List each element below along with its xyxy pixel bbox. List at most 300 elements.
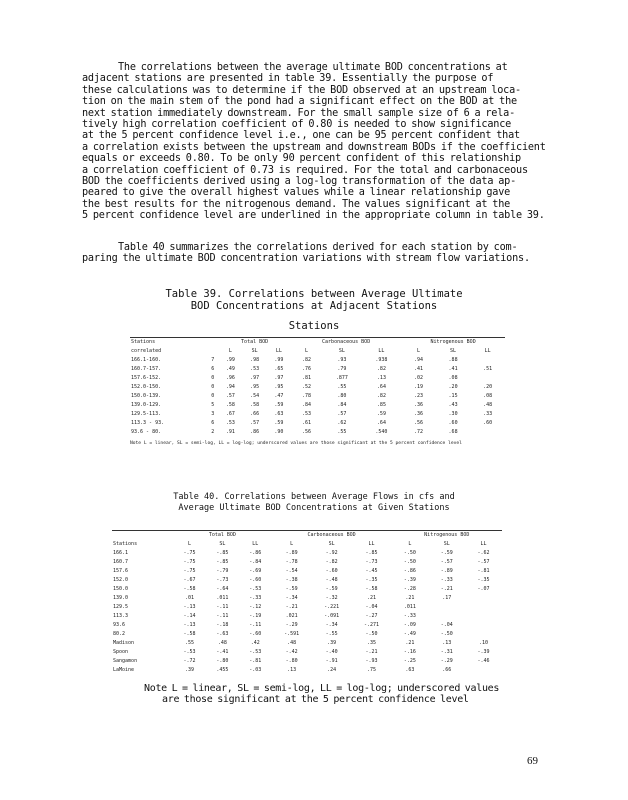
value-cell: -.04 bbox=[440, 622, 453, 628]
value-cell: .23 bbox=[414, 393, 424, 399]
value-cell: -.75 bbox=[183, 559, 196, 565]
value-cell: .64 bbox=[376, 384, 386, 390]
value-cell: -.16 bbox=[403, 649, 416, 655]
value-cell: -.35 bbox=[365, 577, 378, 583]
value-cell: .86 bbox=[250, 429, 260, 435]
value-cell: -.221 bbox=[324, 604, 340, 610]
value-cell: -.31 bbox=[440, 649, 453, 655]
table39-header-groups bbox=[130, 338, 505, 347]
station-cell: 93.6 bbox=[113, 622, 126, 628]
group-suffix: BOD bbox=[466, 339, 476, 345]
table-row bbox=[112, 639, 502, 648]
value-cell: -.92 bbox=[325, 550, 338, 556]
value-cell: .68 bbox=[448, 429, 458, 435]
value-cell: -.63 bbox=[216, 631, 229, 637]
value-cell: -.45 bbox=[365, 568, 378, 574]
page-number: 69 bbox=[527, 755, 538, 767]
value-cell: -.59 bbox=[325, 586, 338, 592]
group-name: Total bbox=[241, 339, 257, 345]
subcol-header: SL bbox=[450, 348, 457, 354]
stations-header: Stations bbox=[113, 541, 138, 547]
text-line: 5 percent confidence level are underlined in the appropriate column in table 39. bbox=[82, 210, 545, 222]
value-cell: -.40 bbox=[325, 649, 338, 655]
note-line: Note L = linear, SL = semi-log, LL = log-log; underscored values bbox=[144, 683, 500, 694]
value-cell: .13 bbox=[442, 640, 452, 646]
value-cell: .30 bbox=[448, 411, 458, 417]
value-cell bbox=[428, 603, 465, 612]
value-cell: -.33 bbox=[403, 613, 416, 619]
value-cell: -.60 bbox=[249, 631, 262, 637]
value-cell: -.81 bbox=[249, 658, 262, 664]
station-cell: Spoon bbox=[113, 649, 129, 655]
paragraph-table40-summary bbox=[82, 242, 552, 265]
value-cell: .95 bbox=[250, 384, 260, 390]
text-line: tively high correlation coefficient of 0.80 is needed to show significance bbox=[82, 119, 512, 131]
subcol-header: LL bbox=[275, 348, 282, 354]
value-cell bbox=[470, 356, 505, 365]
value-cell: -.38 bbox=[285, 577, 298, 583]
station-cell: 152.0-150. bbox=[131, 384, 162, 390]
value-cell: .58 bbox=[250, 402, 260, 408]
group-name: Nitrogenous bbox=[430, 339, 464, 345]
value-cell: .08 bbox=[448, 375, 458, 381]
value-cell bbox=[470, 374, 505, 383]
value-cell: -.64 bbox=[216, 586, 229, 592]
text-line: peared to give the overall highest values while a linear relationship gave bbox=[82, 187, 511, 199]
spacer-cell bbox=[207, 338, 218, 347]
table-row bbox=[130, 392, 505, 401]
value-cell: 7 bbox=[211, 357, 215, 363]
table40-note bbox=[144, 683, 499, 705]
value-cell: .33 bbox=[483, 411, 493, 417]
subcol-header: L bbox=[188, 541, 192, 547]
value-cell: -.13 bbox=[183, 622, 196, 628]
group-header-total bbox=[218, 338, 291, 347]
group-suffix: BOD bbox=[460, 532, 470, 538]
value-cell: -.86 bbox=[403, 568, 416, 574]
value-cell bbox=[428, 612, 465, 621]
value-cell: .94 bbox=[414, 357, 424, 363]
value-cell: .011 bbox=[403, 604, 416, 610]
subcol-header: L bbox=[228, 348, 232, 354]
value-cell: .96 bbox=[225, 375, 235, 381]
value-cell: -.271 bbox=[364, 622, 380, 628]
value-cell: .55 bbox=[337, 384, 347, 390]
station-cell: 166.1-160. bbox=[131, 357, 162, 363]
subcol-header: L bbox=[305, 348, 309, 354]
value-cell: -.35 bbox=[477, 577, 490, 583]
value-cell: -.85 bbox=[365, 550, 378, 556]
value-cell: .82 bbox=[376, 366, 386, 372]
value-cell: -.78 bbox=[285, 559, 298, 565]
table-row bbox=[112, 567, 502, 576]
table-row bbox=[130, 383, 505, 392]
value-cell: 2 bbox=[211, 429, 215, 435]
value-cell: .53 bbox=[250, 366, 260, 372]
value-cell: .66 bbox=[250, 411, 260, 417]
value-cell: -.62 bbox=[477, 550, 490, 556]
station-cell: 80.2 bbox=[113, 631, 126, 637]
text-line: tion on the main stem of the pond had a significant effect on the BOD at the bbox=[82, 96, 517, 108]
value-cell: .97 bbox=[274, 375, 284, 381]
group-header-nitrogenous bbox=[392, 531, 502, 540]
spacer-cell bbox=[207, 347, 218, 356]
table-row bbox=[130, 356, 505, 365]
value-cell: .72 bbox=[414, 429, 424, 435]
value-cell bbox=[465, 630, 502, 639]
value-cell: -.34 bbox=[325, 622, 338, 628]
value-cell: -.04 bbox=[365, 604, 378, 610]
value-cell: .10 bbox=[479, 640, 489, 646]
subcol-header: L bbox=[290, 541, 294, 547]
value-cell: -.53 bbox=[249, 649, 262, 655]
group-suffix: BOD bbox=[346, 532, 356, 538]
subcol-header: SL bbox=[338, 348, 345, 354]
value-cell: .36 bbox=[414, 402, 424, 408]
value-cell: -.46 bbox=[477, 658, 490, 664]
correlated-header: correlated bbox=[131, 348, 162, 354]
station-cell: LaMoine bbox=[113, 667, 135, 673]
value-cell: .43 bbox=[448, 402, 458, 408]
table-row bbox=[112, 657, 502, 666]
value-cell: .57 bbox=[337, 411, 347, 417]
station-cell: 139.0 bbox=[113, 595, 129, 601]
subcol-header: LL bbox=[368, 541, 375, 547]
station-cell: 129.5 bbox=[113, 604, 129, 610]
value-cell: .82 bbox=[302, 357, 312, 363]
table40-title bbox=[0, 492, 628, 514]
value-cell: .75 bbox=[367, 667, 377, 673]
table39 bbox=[130, 338, 505, 437]
table-row bbox=[112, 585, 502, 594]
value-cell: -.73 bbox=[216, 577, 229, 583]
value-cell: -.41 bbox=[216, 649, 229, 655]
value-cell: -.75 bbox=[183, 568, 196, 574]
station-cell: 160.7-157. bbox=[131, 366, 162, 372]
group-name: Carbonaceous bbox=[322, 339, 359, 345]
note-line: are those significant at the 5 percent confidence level bbox=[162, 694, 469, 705]
table-row bbox=[112, 630, 502, 639]
value-cell: .81 bbox=[302, 375, 312, 381]
value-cell: .39 bbox=[185, 667, 195, 673]
value-cell: .99 bbox=[274, 357, 284, 363]
station-cell: 93.6 - 80. bbox=[131, 429, 162, 435]
table-row bbox=[130, 401, 505, 410]
station-cell: 152.0 bbox=[113, 577, 129, 583]
value-cell: -.53 bbox=[249, 586, 262, 592]
value-cell: .48 bbox=[217, 640, 227, 646]
value-cell: .65 bbox=[274, 366, 284, 372]
value-cell: .91 bbox=[225, 429, 235, 435]
value-cell: -.89 bbox=[285, 550, 298, 556]
table-row bbox=[130, 419, 505, 428]
spacer-cell bbox=[112, 531, 173, 540]
table-row bbox=[130, 365, 505, 374]
value-cell: .47 bbox=[274, 393, 284, 399]
value-cell: .97 bbox=[250, 375, 260, 381]
value-cell: .63 bbox=[405, 667, 415, 673]
value-cell bbox=[465, 621, 502, 630]
value-cell: .52 bbox=[302, 384, 312, 390]
value-cell: -.39 bbox=[403, 577, 416, 583]
text-line: Table 40 summarizes the correlations derived for each station by com- bbox=[118, 242, 518, 253]
paragraph-correlations-adjacent bbox=[82, 62, 552, 222]
value-cell: -.72 bbox=[183, 658, 196, 664]
subcol-header: LL bbox=[480, 541, 487, 547]
group-header-total bbox=[173, 531, 272, 540]
value-cell: .41 bbox=[448, 366, 458, 372]
value-cell bbox=[465, 612, 502, 621]
value-cell: .55 bbox=[337, 429, 347, 435]
value-cell: .98 bbox=[250, 357, 260, 363]
value-cell: .93 bbox=[337, 357, 347, 363]
value-cell: .540 bbox=[375, 429, 388, 435]
value-cell: -.09 bbox=[403, 622, 416, 628]
value-cell: -.75 bbox=[183, 550, 196, 556]
value-cell: .57 bbox=[225, 393, 235, 399]
station-cell: 166.1 bbox=[113, 550, 129, 556]
subcol-header: SL bbox=[251, 348, 258, 354]
station-cell: 129.5-113. bbox=[131, 411, 162, 417]
value-cell: -.50 bbox=[365, 631, 378, 637]
value-cell: -.11 bbox=[216, 604, 229, 610]
value-cell: -.80 bbox=[285, 658, 298, 664]
text-line: next station immediately downstream. For the small sample size of 6 a rela- bbox=[82, 107, 516, 119]
subcol-header: LL bbox=[378, 348, 385, 354]
value-cell: .53 bbox=[225, 420, 235, 426]
value-cell: -.54 bbox=[285, 568, 298, 574]
value-cell: .48 bbox=[287, 640, 297, 646]
value-cell: .53 bbox=[302, 411, 312, 417]
value-cell: .15 bbox=[448, 393, 458, 399]
table-row bbox=[130, 374, 505, 383]
table-row bbox=[130, 410, 505, 419]
title-line: Table 40. Correlations between Average Flows in cfs and bbox=[173, 492, 455, 502]
value-cell: .57 bbox=[250, 420, 260, 426]
value-cell: -.12 bbox=[249, 604, 262, 610]
value-cell: .59 bbox=[274, 420, 284, 426]
value-cell: .64 bbox=[376, 420, 386, 426]
text-line: paring the ultimate BOD concentration variations with stream flow variations. bbox=[82, 253, 530, 265]
value-cell: .21 bbox=[405, 640, 415, 646]
value-cell: .94 bbox=[225, 384, 235, 390]
value-cell: -.33 bbox=[440, 577, 453, 583]
value-cell: -.59 bbox=[285, 586, 298, 592]
value-cell bbox=[470, 428, 505, 437]
station-cell: 113.3 bbox=[113, 613, 129, 619]
value-cell: .49 bbox=[225, 366, 235, 372]
value-cell: -.49 bbox=[403, 631, 416, 637]
station-cell: Sangamon bbox=[113, 658, 138, 664]
group-suffix: BOD bbox=[226, 532, 236, 538]
table-row bbox=[112, 603, 502, 612]
value-cell: .938 bbox=[375, 357, 388, 363]
table39-subtitle: Stations bbox=[288, 320, 340, 332]
subcol-header: LL bbox=[252, 541, 259, 547]
value-cell: .13 bbox=[287, 667, 297, 673]
table40 bbox=[112, 531, 502, 675]
value-cell: .01 bbox=[185, 595, 195, 601]
value-cell: 6 bbox=[211, 420, 215, 426]
value-cell: .55 bbox=[185, 640, 195, 646]
station-cell: Madison bbox=[113, 640, 135, 646]
value-cell: .13 bbox=[376, 375, 386, 381]
table40-header-groups bbox=[112, 531, 502, 540]
value-cell: .56 bbox=[414, 420, 424, 426]
value-cell: -.91 bbox=[325, 658, 338, 664]
value-cell: .20 bbox=[448, 384, 458, 390]
value-cell: -.39 bbox=[477, 649, 490, 655]
station-cell: 150.0 bbox=[113, 586, 129, 592]
value-cell: -.32 bbox=[325, 595, 338, 601]
value-cell: .21 bbox=[405, 595, 415, 601]
value-cell: -.50 bbox=[440, 631, 453, 637]
value-cell: .60 bbox=[448, 420, 458, 426]
value-cell: -.33 bbox=[249, 595, 262, 601]
value-cell: -.21 bbox=[365, 649, 378, 655]
value-cell: .60 bbox=[483, 420, 493, 426]
value-cell bbox=[465, 666, 502, 675]
value-cell: -.18 bbox=[216, 622, 229, 628]
value-cell: -.80 bbox=[216, 658, 229, 664]
value-cell: -.58 bbox=[183, 586, 196, 592]
text-line: adjacent stations are presented in table 39. Essentially the purpose of bbox=[82, 73, 494, 85]
value-cell: -.82 bbox=[325, 559, 338, 565]
value-cell: .021 bbox=[285, 613, 298, 619]
value-cell: -.60 bbox=[249, 577, 262, 583]
value-cell: -.57 bbox=[477, 559, 490, 565]
value-cell: .95 bbox=[274, 384, 284, 390]
table-row bbox=[112, 621, 502, 630]
value-cell: -.79 bbox=[216, 568, 229, 574]
value-cell: .63 bbox=[274, 411, 284, 417]
value-cell: -.73 bbox=[365, 559, 378, 565]
value-cell: .80 bbox=[337, 393, 347, 399]
group-name: Carbonaceous bbox=[307, 532, 344, 538]
table-row bbox=[112, 612, 502, 621]
value-cell: .59 bbox=[274, 402, 284, 408]
value-cell: .24 bbox=[327, 667, 337, 673]
value-cell: -.11 bbox=[249, 622, 262, 628]
station-cell: 150.0-139. bbox=[131, 393, 162, 399]
value-cell: .20 bbox=[483, 384, 493, 390]
value-cell: .59 bbox=[376, 411, 386, 417]
table-row bbox=[112, 666, 502, 675]
value-cell: 0 bbox=[211, 375, 215, 381]
text-line: the best results for the nitrogenous demand. The values significant at the bbox=[82, 198, 511, 210]
value-cell: .78 bbox=[302, 393, 312, 399]
value-cell: -.60 bbox=[325, 568, 338, 574]
station-cell: 113.3 - 93. bbox=[131, 420, 165, 426]
value-cell: -.69 bbox=[249, 568, 262, 574]
value-cell: -.29 bbox=[285, 622, 298, 628]
value-cell: -.67 bbox=[183, 577, 196, 583]
value-cell: .85 bbox=[376, 402, 386, 408]
value-cell: .455 bbox=[216, 667, 229, 673]
value-cell: .08 bbox=[483, 393, 493, 399]
group-suffix: BOD bbox=[361, 339, 371, 345]
text-line: a correlation exists between the upstream and downstream BODs if the coefficient bbox=[82, 141, 546, 153]
text-line: at the 5 percent confidence level i.e., one can be 95 percent confident that bbox=[82, 130, 520, 142]
group-name: Nitrogenous bbox=[424, 532, 458, 538]
value-cell: -.25 bbox=[403, 658, 416, 664]
value-cell: -.55 bbox=[325, 631, 338, 637]
value-cell: -.091 bbox=[324, 613, 340, 619]
value-cell: -.29 bbox=[440, 658, 453, 664]
value-cell: .90 bbox=[274, 429, 284, 435]
value-cell: .84 bbox=[337, 402, 347, 408]
title-line: Average Ultimate BOD Concentrations at Given Stations bbox=[178, 503, 450, 513]
text-line: BOD the coefficients derived using a log-log transformation of the data ap- bbox=[82, 176, 517, 188]
subcol-header: LL bbox=[484, 348, 491, 354]
title-line: Table 39. Correlations between Average Ultimate bbox=[165, 288, 463, 300]
value-cell: -.50 bbox=[403, 559, 416, 565]
value-cell: -.59 bbox=[440, 550, 453, 556]
group-name: Total bbox=[208, 532, 224, 538]
table39-body bbox=[130, 356, 505, 437]
value-cell: -.48 bbox=[325, 577, 338, 583]
value-cell: -.07 bbox=[477, 586, 490, 592]
value-cell: -.11 bbox=[216, 613, 229, 619]
value-cell: -.57 bbox=[440, 559, 453, 565]
group-suffix: BOD bbox=[259, 339, 269, 345]
subcol-header: L bbox=[408, 541, 412, 547]
value-cell: -.89 bbox=[440, 568, 453, 574]
value-cell: -.58 bbox=[365, 586, 378, 592]
table39-header-sub bbox=[130, 347, 505, 356]
value-cell: 5 bbox=[211, 402, 215, 408]
value-cell: -.42 bbox=[285, 649, 298, 655]
value-cell: .36 bbox=[414, 411, 424, 417]
value-cell: 3 bbox=[211, 411, 215, 417]
table-row bbox=[112, 558, 502, 567]
subcol-header: SL bbox=[443, 541, 450, 547]
value-cell: .877 bbox=[335, 375, 348, 381]
value-cell bbox=[465, 603, 502, 612]
table-row bbox=[112, 594, 502, 603]
value-cell: .76 bbox=[302, 366, 312, 372]
subcol-header: SL bbox=[328, 541, 335, 547]
station-cell: 157.6-152. bbox=[131, 375, 162, 381]
group-header-nitrogenous bbox=[401, 338, 505, 347]
value-cell: 0 bbox=[211, 384, 215, 390]
value-cell: .42 bbox=[250, 640, 260, 646]
value-cell: -.84 bbox=[249, 559, 262, 565]
table-row bbox=[112, 549, 502, 558]
table-row bbox=[130, 428, 505, 437]
value-cell: 6 bbox=[211, 366, 215, 372]
value-cell bbox=[465, 594, 502, 603]
value-cell: .011 bbox=[216, 595, 229, 601]
table39-title bbox=[0, 288, 628, 312]
text-line: a correlation coefficient of 0.73 is required. For the total and carbonaceous bbox=[82, 164, 528, 176]
value-cell: -.81 bbox=[477, 568, 490, 574]
table-row bbox=[112, 576, 502, 585]
value-cell: .51 bbox=[483, 366, 493, 372]
value-cell: -.50 bbox=[403, 550, 416, 556]
value-cell: .02 bbox=[414, 375, 424, 381]
value-cell: -.85 bbox=[216, 559, 229, 565]
value-cell: -.21 bbox=[440, 586, 453, 592]
value-cell: .35 bbox=[367, 640, 377, 646]
value-cell: .61 bbox=[302, 420, 312, 426]
value-cell: .62 bbox=[337, 420, 347, 426]
value-cell: .19 bbox=[414, 384, 424, 390]
value-cell: .54 bbox=[250, 393, 260, 399]
stations-header: Stations bbox=[131, 339, 156, 345]
value-cell: -.34 bbox=[285, 595, 298, 601]
value-cell: -.21 bbox=[285, 604, 298, 610]
